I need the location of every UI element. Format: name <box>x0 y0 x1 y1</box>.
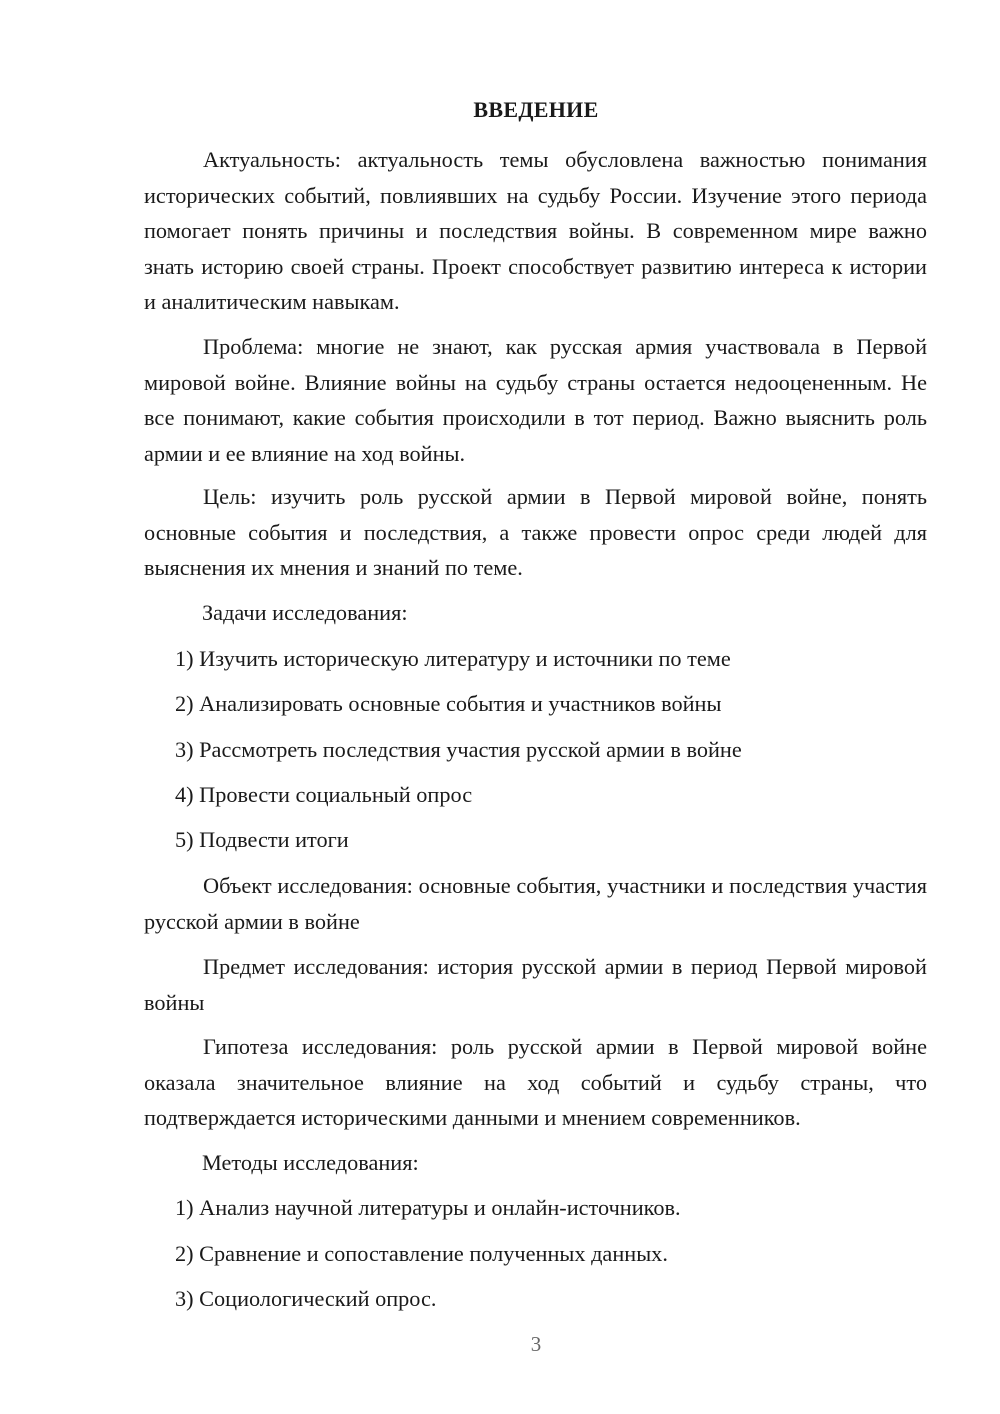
task-item: 2) Анализировать основные события и участников войны <box>175 691 722 716</box>
problem-paragraph: Проблема: многие не знают, как русская армия участвовала в Первой мировой войне. Влияние войны на судьбу страны остается недооцененным. Не все понимают, какие события происходили в тот период. Важно выяснить роль армии и ее влияние на ход войны. <box>144 334 927 466</box>
goal-paragraph: Цель: изучить роль русской армии в Первой мировой войне, понять основные события и последствия, а также провести опрос среди людей для выяснения их мнения и знаний по теме. <box>144 484 927 580</box>
task-item: 5) Подвести итоги <box>175 827 349 852</box>
object-paragraph: Объект исследования: основные события, участники и последствия участия русской армии в войне <box>144 873 927 934</box>
method-item: 1) Анализ научной литературы и онлайн-источников. <box>175 1195 681 1220</box>
method-item: 2) Сравнение и сопоставление полученных данных. <box>175 1241 668 1266</box>
relevance-paragraph: Актуальность: актуальность темы обусловлена важностью понимания исторических событий, повлиявших на судьбу России. Изучение этого периода помогает понять причины и последствия войны. В современном мире важно знать историю своей страны. Проект способствует развитию интереса к истории и аналитическим навыкам. <box>144 147 927 314</box>
task-item: 4) Провести социальный опрос <box>175 782 473 807</box>
tasks-heading: Задачи исследования: <box>202 600 408 625</box>
subject-paragraph: Предмет исследования: история русской армии в период Первой мировой войны <box>144 954 927 1015</box>
page-number: 3 <box>530 1332 542 1356</box>
method-item: 3) Социологический опрос. <box>175 1286 437 1311</box>
hypothesis-paragraph: Гипотеза исследования: роль русской армии в Первой мировой войне оказала значительное влияние на ход событий и судьбу страны, что подтверждается историческими данными и мнением современников. <box>144 1034 927 1130</box>
task-item: 3) Рассмотреть последствия участия русской армии в войне <box>175 737 742 762</box>
task-item: 1) Изучить историческую литературу и источники по теме <box>175 646 731 671</box>
page-title: ВВЕДЕНИЕ <box>473 97 599 122</box>
methods-heading: Методы исследования: <box>202 1150 419 1175</box>
